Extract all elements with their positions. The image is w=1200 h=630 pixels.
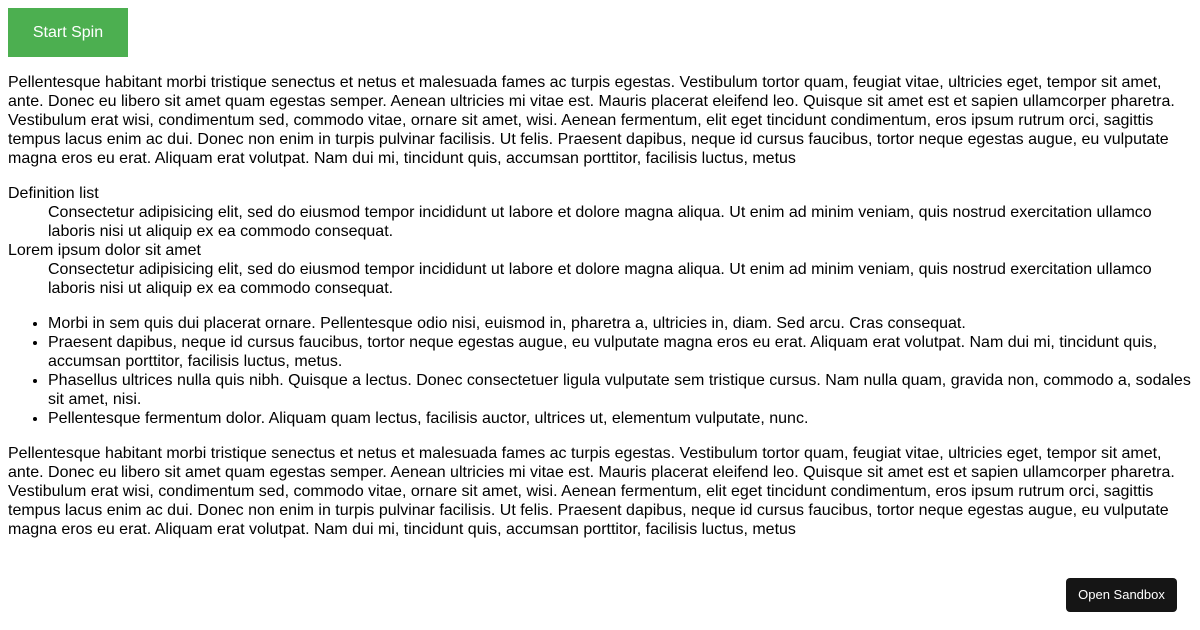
start-spin-button[interactable]: Start Spin: [8, 8, 128, 57]
definition-term: Lorem ipsum dolor sit amet: [8, 242, 201, 259]
open-sandbox-button[interactable]: Open Sandbox: [1066, 578, 1177, 612]
list-item: • Praesent dapibus, neque id cursus faucibus, tortor neque egestas augue, eu vulputate magna eros eu erat. Aliquam erat volutpat. Nam dui mi, tincidunt quis, accumsan porttitor, facilisis luctus, metus.: [48, 333, 1200, 371]
intro-paragraph: Pellentesque habitant morbi tristique senectus et netus et malesuada fames ac turpis egestas. Vestibulum tortor quam, feugiat vitae, ultricies eget, tempor sit amet, ante. Donec eu libero sit amet quam egestas semper. Aenean ultricies mi vitae est. Mauris placerat eleifend leo. Quisque sit amet est et sapien ullamcorper pharetra. Vestibulum erat wisi, condimentum sed, commodo vitae, ornare sit amet, wisi. Aenean fermentum, elit eget tincidunt condimentum, eros ipsum rutrum orci, sagittis tempus lacus enim ac dui. Donec non enim in turpis pulvinar facilisis. Ut felis. Praesent dapibus, neque id cursus faucibus, tortor neque egestas augue, eu vulputate magna eros eu erat. Aliquam erat volutpat. Nam dui mi, tincidunt quis, accumsan porttitor, facilisis luctus, metus: [8, 74, 1175, 167]
bullet-list: [8, 314, 1200, 428]
list-item: • Pellentesque fermentum dolor. Aliquam quam lectus, facilisis auctor, ultrices ut, elementum vulputate, nunc.: [48, 409, 1200, 428]
definition-term: Definition list: [8, 185, 99, 202]
definition-list: [8, 184, 1200, 298]
definition-description: Consectetur adipisicing elit, sed do eiusmod tempor incididunt ut labore et dolore magna aliqua. Ut enim ad minim veniam, quis nostrud exercitation ullamco laboris nisi ut aliquip ex ea commodo consequat.: [48, 204, 1152, 240]
definition-description: Consectetur adipisicing elit, sed do eiusmod tempor incididunt ut labore et dolore magna aliqua. Ut enim ad minim veniam, quis nostrud exercitation ullamco laboris nisi ut aliquip ex ea commodo consequat.: [48, 261, 1152, 297]
page-content: [8, 8, 1200, 555]
outro-paragraph: Pellentesque habitant morbi tristique senectus et netus et malesuada fames ac turpis egestas. Vestibulum tortor quam, feugiat vitae, ultricies eget, tempor sit amet, ante. Donec eu libero sit amet quam egestas semper. Aenean ultricies mi vitae est. Mauris placerat eleifend leo. Quisque sit amet est et sapien ullamcorper pharetra. Vestibulum erat wisi, condimentum sed, commodo vitae, ornare sit amet, wisi. Aenean fermentum, elit eget tincidunt condimentum, eros ipsum rutrum orci, sagittis tempus lacus enim ac dui. Donec non enim in turpis pulvinar facilisis. Ut felis. Praesent dapibus, neque id cursus faucibus, tortor neque egestas augue, eu vulputate magna eros eu erat. Aliquam erat volutpat. Nam dui mi, tincidunt quis, accumsan porttitor, facilisis luctus, metus: [8, 445, 1175, 538]
list-item: • Phasellus ultrices nulla quis nibh. Quisque a lectus. Donec consectetuer ligula vulputate sem tristique cursus. Nam nulla quam, gravida non, commodo a, sodales sit amet, nisi.: [48, 371, 1200, 409]
list-item: • Morbi in sem quis dui placerat ornare. Pellentesque odio nisi, euismod in, pharetra a, ultricies in, diam. Sed arcu. Cras consequat.: [48, 314, 1200, 333]
